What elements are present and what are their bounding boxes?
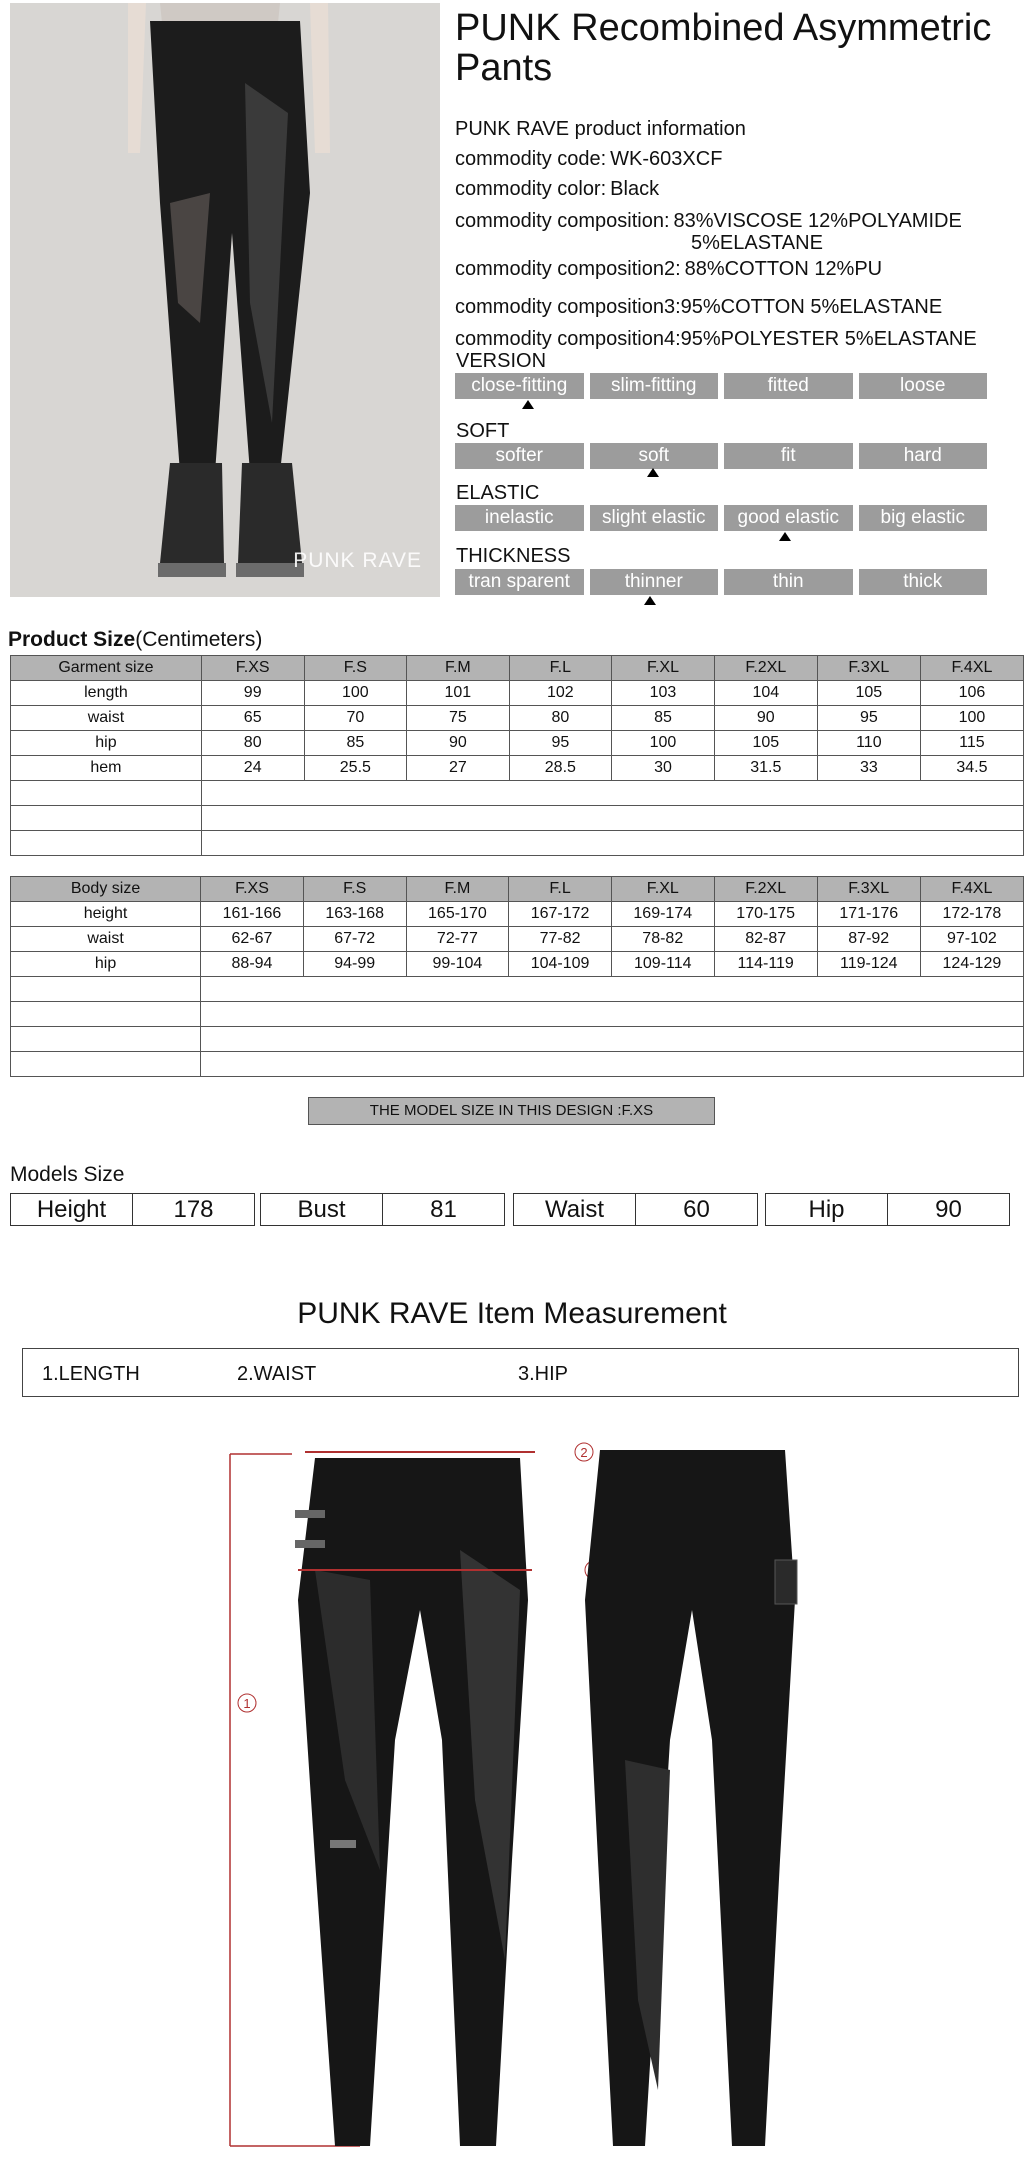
info-composition-2 <box>455 258 882 281</box>
table-cell: 65 <box>201 706 304 731</box>
table-header-cell: Garment size <box>11 656 202 681</box>
code-label: commodity code: <box>455 148 607 170</box>
empty-row <box>11 781 1024 806</box>
scale-option: slight elastic <box>590 505 719 531</box>
scale-option: tran sparent <box>455 569 584 595</box>
scale-thickness <box>455 569 987 595</box>
table-header-cell: F.XL <box>611 877 714 902</box>
table-cell: 72-77 <box>406 927 509 952</box>
model-photo <box>10 3 440 597</box>
product-size-title <box>8 628 262 652</box>
buckle <box>295 1540 325 1548</box>
model-stat-value: 90 <box>887 1194 1009 1225</box>
table-cell: 97-102 <box>920 927 1023 952</box>
table-cell: 90 <box>407 731 509 756</box>
table-cell: 28.5 <box>509 756 612 781</box>
table-cell: 105 <box>714 731 817 756</box>
scale-option: fit <box>724 443 853 469</box>
table-header-cell: F.M <box>407 656 509 681</box>
table-row <box>11 731 1024 756</box>
scale-label-version: VERSION <box>456 350 547 372</box>
table-cell: 24 <box>201 756 304 781</box>
table-header-cell: F.XL <box>612 656 715 681</box>
comp3-value: 95%COTTON 5%ELASTANE <box>680 296 943 318</box>
comp1-label: commodity composition: <box>455 210 670 232</box>
table-header-cell: F.L <box>509 877 612 902</box>
table-cell: 27 <box>407 756 509 781</box>
table-cell <box>201 1027 1024 1052</box>
scale-option: big elastic <box>859 505 988 531</box>
table-cell <box>11 781 202 806</box>
table-cell <box>11 831 202 856</box>
table-cell: 99-104 <box>406 952 509 977</box>
table-header-cell: F.4XL <box>920 877 1023 902</box>
info-color <box>455 178 659 201</box>
scale-label-thickness: THICKNESS <box>456 545 571 567</box>
table-cell: 104 <box>714 681 817 706</box>
table-header-cell: F.3XL <box>817 877 920 902</box>
pants-measurement-illustration <box>220 1440 1020 2160</box>
empty-row <box>11 1052 1024 1077</box>
table-cell: 87-92 <box>817 927 920 952</box>
table-row <box>11 706 1024 731</box>
scale-label-soft: SOFT <box>456 420 510 442</box>
model-stat-value: 81 <box>382 1194 504 1225</box>
marker-1-label: 1 <box>243 1696 251 1711</box>
scale-option: thin <box>724 569 853 595</box>
comp4-value: 95%POLYESTER 5%ELASTANE <box>680 328 977 350</box>
buckle <box>295 1510 325 1518</box>
table-cell: 90 <box>714 706 817 731</box>
info-composition-3 <box>455 296 942 319</box>
empty-row <box>11 977 1024 1002</box>
table-header-cell: F.S <box>303 877 406 902</box>
model-height-box <box>10 1193 255 1226</box>
table-cell: length <box>11 681 202 706</box>
table-row <box>11 927 1024 952</box>
scale-option: softer <box>455 443 584 469</box>
model-bust-box <box>260 1193 505 1226</box>
table-cell: 82-87 <box>714 927 817 952</box>
table-header-cell: F.M <box>406 877 509 902</box>
garment-size-table <box>10 655 1024 856</box>
table-header-cell: F.2XL <box>714 656 817 681</box>
product-title: PUNK Recombined Asymmetric Pants <box>455 7 992 89</box>
scale-option: hard <box>859 443 988 469</box>
comp1-value-cont: 5%ELASTANE <box>691 232 823 254</box>
table-cell <box>201 977 1024 1002</box>
table-cell: 172-178 <box>920 902 1023 927</box>
measurement-title: PUNK RAVE Item Measurement <box>297 1297 727 1330</box>
table-cell: waist <box>11 706 202 731</box>
empty-row <box>11 806 1024 831</box>
table-cell: 115 <box>920 731 1023 756</box>
body-size-table <box>10 876 1024 1077</box>
table-cell: 103 <box>612 681 715 706</box>
table-cell: 95 <box>817 706 920 731</box>
table-cell: 75 <box>407 706 509 731</box>
table-cell: 99 <box>201 681 304 706</box>
table-cell: waist <box>11 927 201 952</box>
table-row <box>11 902 1024 927</box>
table-cell: 100 <box>612 731 715 756</box>
table-header-cell: F.4XL <box>920 656 1023 681</box>
back-side-pocket <box>775 1560 797 1604</box>
table-cell: height <box>11 902 201 927</box>
table-cell <box>201 1052 1024 1077</box>
scale-soft <box>455 443 987 469</box>
table-cell: 105 <box>817 681 920 706</box>
model-hip-box <box>765 1193 1010 1226</box>
selected-marker-elastic <box>779 532 791 541</box>
table-header-cell: F.2XL <box>714 877 817 902</box>
table-header-cell: F.L <box>509 656 612 681</box>
table-header-cell: F.3XL <box>817 656 920 681</box>
comp2-label: commodity composition2: <box>455 258 681 280</box>
models-size-title: Models Size <box>10 1163 125 1186</box>
comp4-label: commodity composition4: <box>455 328 681 350</box>
empty-row <box>11 831 1024 856</box>
product-size-unit: (Centimeters) <box>135 628 263 651</box>
table-cell: 100 <box>920 706 1023 731</box>
table-cell: 171-176 <box>817 902 920 927</box>
table-cell <box>201 781 1023 806</box>
model-stat-value: 178 <box>132 1194 254 1225</box>
table-cell: hip <box>11 731 202 756</box>
selected-marker-version <box>522 400 534 409</box>
scale-option: thick <box>859 569 988 595</box>
comp2-value: 88%COTTON 12%PU <box>684 258 883 280</box>
model-waist-box <box>513 1193 758 1226</box>
table-cell: 110 <box>817 731 920 756</box>
buckle <box>330 1840 356 1848</box>
table-cell: hip <box>11 952 201 977</box>
table-cell: 62-67 <box>201 927 304 952</box>
product-size-heading: Product Size <box>8 628 136 651</box>
table-cell: 78-82 <box>611 927 714 952</box>
table-cell: 85 <box>304 731 407 756</box>
info-code <box>455 148 722 171</box>
table-cell: 170-175 <box>714 902 817 927</box>
measurement-item-length: 1.LENGTH <box>42 1363 140 1385</box>
scale-label-elastic: ELASTIC <box>456 482 540 504</box>
table-cell: 161-166 <box>201 902 304 927</box>
table-cell: 163-168 <box>303 902 406 927</box>
color-label: commodity color: <box>455 178 607 200</box>
scale-option: loose <box>859 373 988 399</box>
model-stat-label: Height <box>36 1196 107 1223</box>
table-cell: 30 <box>612 756 715 781</box>
scale-elastic <box>455 505 987 531</box>
table-cell: 77-82 <box>509 927 612 952</box>
table-row <box>11 952 1024 977</box>
table-cell: 94-99 <box>303 952 406 977</box>
table-cell: 80 <box>201 731 304 756</box>
table-header-cell: F.XS <box>201 656 304 681</box>
watermark: PUNK RAVE <box>293 549 422 572</box>
table-header-row <box>11 656 1024 681</box>
table-cell: 104-109 <box>509 952 612 977</box>
scale-option: soft <box>590 443 719 469</box>
comp3-label: commodity composition3: <box>455 296 681 318</box>
table-cell: 119-124 <box>817 952 920 977</box>
measurement-item-hip: 3.HIP <box>518 1363 569 1385</box>
model-stat-value: 60 <box>635 1194 757 1225</box>
marker-2-label: 2 <box>580 1445 588 1460</box>
table-cell <box>201 1002 1024 1027</box>
table-cell: 88-94 <box>201 952 304 977</box>
table-cell <box>11 1002 201 1027</box>
empty-row <box>11 1002 1024 1027</box>
table-header-cell: F.S <box>304 656 407 681</box>
scale-version <box>455 373 987 399</box>
table-cell: 165-170 <box>406 902 509 927</box>
table-cell: 85 <box>612 706 715 731</box>
table-cell: 109-114 <box>611 952 714 977</box>
scale-option: close-fitting <box>455 373 584 399</box>
table-cell <box>11 977 201 1002</box>
table-cell: 167-172 <box>509 902 612 927</box>
table-row <box>11 681 1024 706</box>
scale-option: good elastic <box>724 505 853 531</box>
table-cell: 31.5 <box>714 756 817 781</box>
selected-marker-thickness <box>644 596 656 605</box>
scale-option: thinner <box>590 569 719 595</box>
measurement-item-waist: 2.WAIST <box>237 1363 317 1385</box>
model-size-note: THE MODEL SIZE IN THIS DESIGN :F.XS <box>308 1097 715 1125</box>
table-header-cell: Body size <box>11 877 201 902</box>
model-stat-label: Bust <box>297 1196 346 1223</box>
table-cell: 67-72 <box>303 927 406 952</box>
code-value: WK-603XCF <box>610 148 723 170</box>
table-cell: 25.5 <box>304 756 407 781</box>
info-composition-1 <box>455 210 962 233</box>
table-cell: 124-129 <box>920 952 1023 977</box>
table-cell: hem <box>11 756 202 781</box>
selected-marker-soft <box>647 468 659 477</box>
table-cell: 80 <box>509 706 612 731</box>
comp1-value: 83%VISCOSE 12%POLYAMIDE <box>673 210 962 232</box>
table-cell <box>201 806 1023 831</box>
table-cell: 101 <box>407 681 509 706</box>
table-cell: 95 <box>509 731 612 756</box>
table-cell: 100 <box>304 681 407 706</box>
table-cell: 106 <box>920 681 1023 706</box>
scale-option: fitted <box>724 373 853 399</box>
info-composition-4 <box>455 328 977 351</box>
scale-option: slim-fitting <box>590 373 719 399</box>
table-row <box>11 756 1024 781</box>
table-cell <box>201 831 1023 856</box>
pants-back <box>585 1450 795 2146</box>
model-stat-label: Hip <box>808 1196 845 1223</box>
table-cell <box>11 1052 201 1077</box>
table-cell: 114-119 <box>714 952 817 977</box>
scale-option: inelastic <box>455 505 584 531</box>
model-stat-label: Waist <box>544 1196 605 1223</box>
empty-row <box>11 1027 1024 1052</box>
color-value: Black <box>610 178 660 200</box>
table-header-row <box>11 877 1024 902</box>
table-cell: 102 <box>509 681 612 706</box>
table-cell: 34.5 <box>920 756 1023 781</box>
table-cell <box>11 806 202 831</box>
table-cell: 70 <box>304 706 407 731</box>
info-heading: PUNK RAVE product information <box>455 118 746 140</box>
table-cell: 169-174 <box>611 902 714 927</box>
table-header-cell: F.XS <box>201 877 304 902</box>
table-cell: 33 <box>817 756 920 781</box>
table-cell <box>11 1027 201 1052</box>
